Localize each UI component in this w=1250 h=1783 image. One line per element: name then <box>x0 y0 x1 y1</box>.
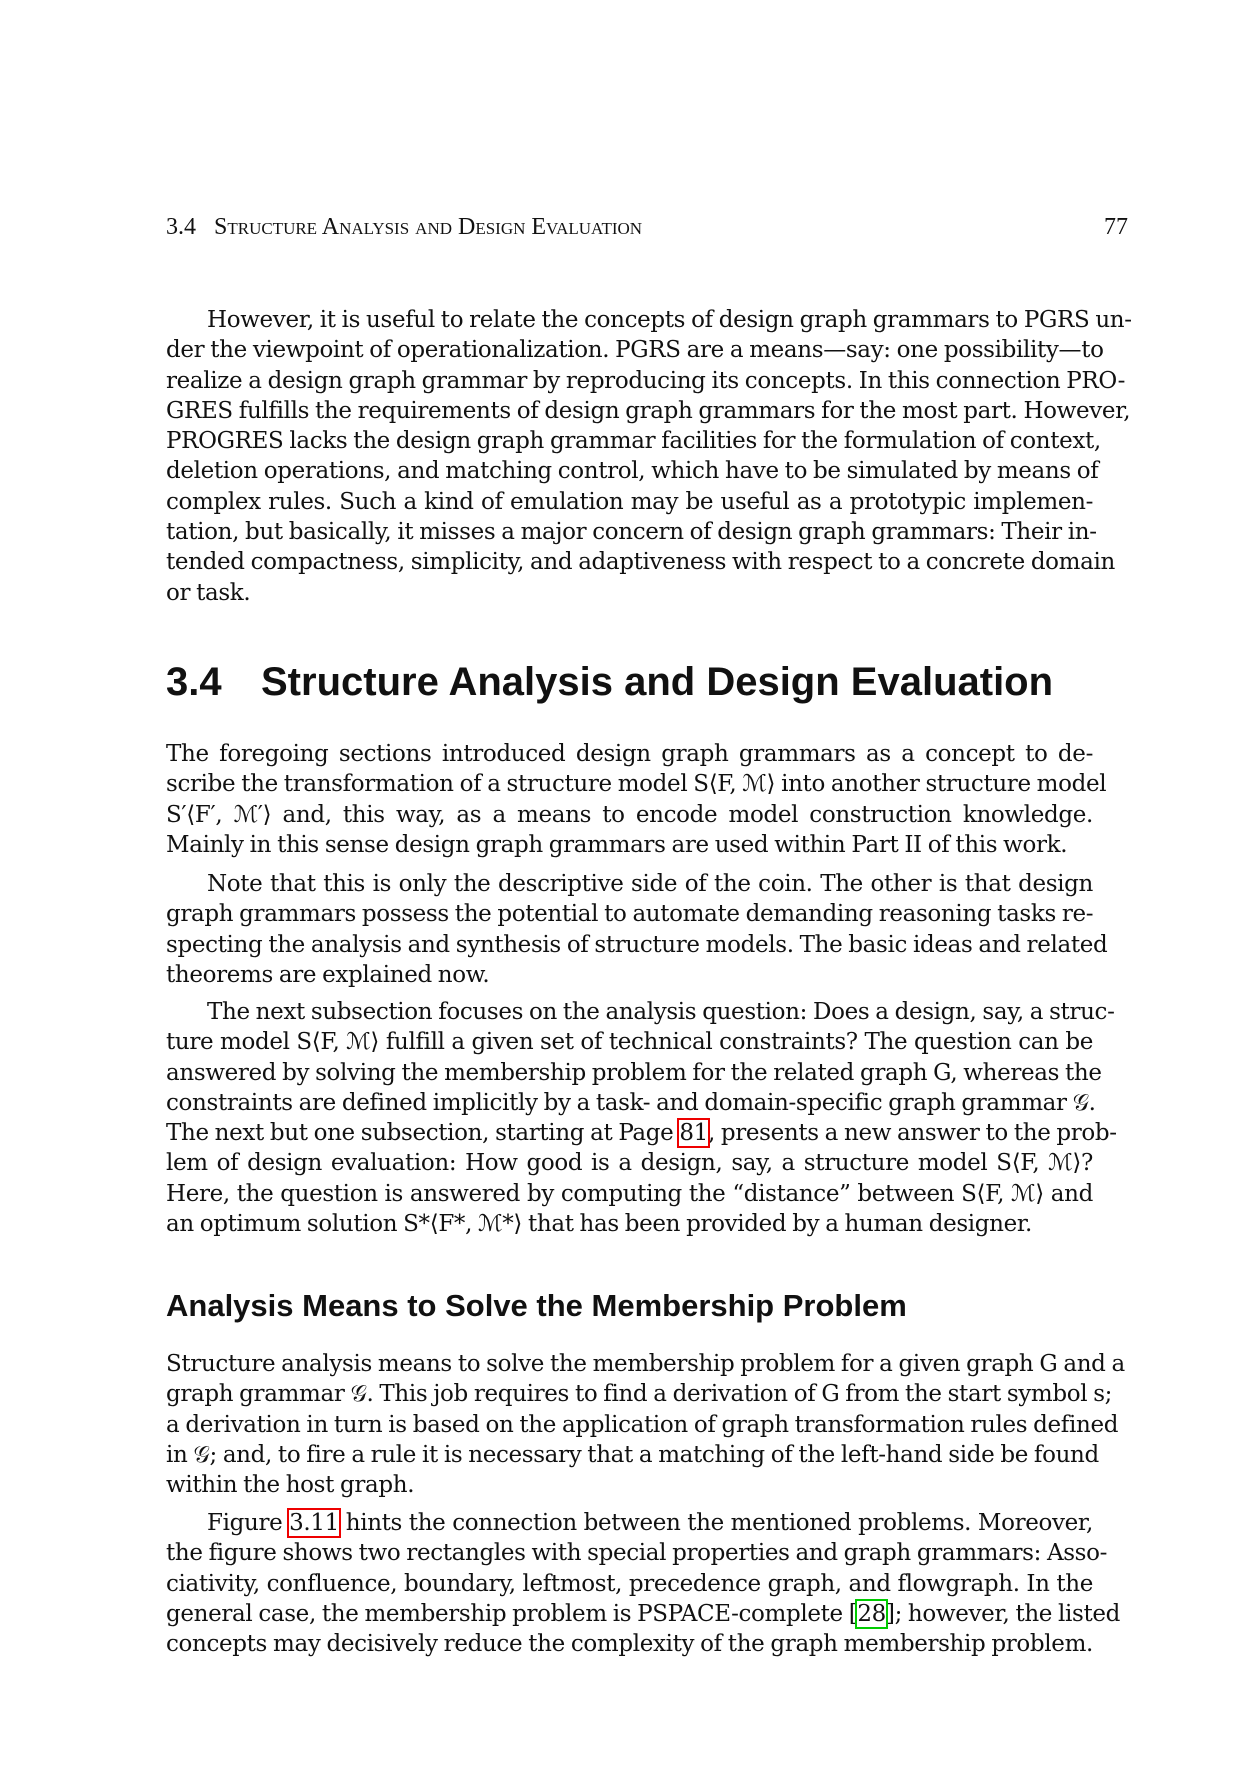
text-line <box>166 1508 1093 1538</box>
paragraph-4 <box>166 997 1117 1239</box>
text-line: tended compactness, simplicity, and adaptiveness with respect to a concrete domain <box>166 549 1115 576</box>
text-segment: general case, the membership problem is PSPACE-complete [ <box>166 1600 858 1627</box>
text-line: Mainly in this sense design graph grammars are used within Part II of this work. <box>166 831 1068 858</box>
text-line: S′⟨F′, ℳ′⟩ and, this way, as a means to encode model construction knowledge. <box>166 801 1093 828</box>
citation-link-28[interactable]: 28 <box>857 1600 886 1627</box>
text-line: realize a design graph grammar by reproducing its concepts. In this connection PRO- <box>166 367 1126 394</box>
text-line: graph grammar 𝒢. This job requires to find a derivation of G from the start symbol s; <box>166 1381 1113 1408</box>
paragraph-5 <box>166 1349 1125 1500</box>
header-section-number: 3.4 <box>166 214 196 240</box>
header-title: Structure Analysis and Design Evaluation <box>214 214 643 240</box>
text-line: in 𝒢; and, to fire a rule it is necessary that a matching of the left-hand side be found <box>166 1441 1099 1468</box>
text-line: within the host graph. <box>166 1472 415 1499</box>
text-line: complex rules. Such a kind of emulation may be useful as a prototypic implemen- <box>166 488 1093 515</box>
text-line: answered by solving the membership problem for the related graph G, whereas the <box>166 1059 1102 1086</box>
text-line: theorems are explained now. <box>166 961 490 988</box>
text-line <box>166 1118 1117 1148</box>
subsection-heading: Analysis Means to Solve the Membership Problem <box>166 1288 907 1323</box>
text-segment: , presents a new answer to the prob- <box>707 1120 1117 1147</box>
text-line: or task. <box>166 579 251 606</box>
page-link-81[interactable]: 81 <box>679 1120 708 1147</box>
text-line: PROGRES lacks the design graph grammar facilities for the formulation of context, <box>166 428 1101 455</box>
text-line: Note that this is only the descriptive side of the coin. The other is that design <box>207 871 1093 897</box>
text-line: The next subsection focuses on the analysis question: Does a design, say, a struc- <box>207 999 1115 1025</box>
text-line: der the viewpoint of operationalization. PGRS are a means—say: one possibility—to <box>166 337 1104 364</box>
page-number: 77 <box>1104 214 1128 240</box>
paragraph-1 <box>166 305 1132 608</box>
section-number: 3.4 <box>166 660 222 704</box>
text-segment: ]; however, the listed <box>885 1600 1121 1627</box>
text-line: The foregoing sections introduced design graph grammars as a concept to de- <box>166 741 1093 767</box>
text-segment: hints the connection between the mentioned problems. Moreover, <box>338 1510 1093 1536</box>
paragraph-6 <box>166 1508 1121 1659</box>
text-line: the figure shows two rectangles with special properties and graph grammars: Asso- <box>166 1540 1108 1567</box>
text-line: concepts may decisively reduce the complexity of the graph membership problem. <box>166 1631 1093 1658</box>
text-line: GRES fulfills the requirements of design graph grammars for the most part. However, <box>166 397 1131 424</box>
paragraph-2 <box>166 739 1107 860</box>
text-line: Here, the question is answered by computing the “distance” between S⟨F, ℳ⟩ and <box>166 1180 1093 1207</box>
text-line: ciativity, confluence, boundary, leftmost, precedence graph, and flowgraph. In the <box>166 1570 1093 1597</box>
section-heading <box>166 660 1053 705</box>
text-line: tation, but basically, it misses a major concern of design graph grammars: Their in- <box>166 519 1097 546</box>
text-line <box>166 1599 1121 1629</box>
text-line: scribe the transformation of a structure model S⟨F, ℳ⟩ into another structure model <box>166 771 1107 798</box>
running-header <box>166 214 1128 241</box>
text-line: specting the analysis and synthesis of structure models. The basic ideas and related <box>166 931 1108 958</box>
text-line: a derivation in turn is based on the application of graph transformation rules defined <box>166 1411 1119 1438</box>
text-line: ture model S⟨F, ℳ⟩ fulfill a given set of technical constraints? The question can be <box>166 1029 1093 1056</box>
section-title: Structure Analysis and Design Evaluation <box>261 660 1054 704</box>
text-line: Structure analysis means to solve the membership problem for a given graph G and a <box>166 1351 1125 1377</box>
text-line: lem of design evaluation: How good is a design, say, a structure model S⟨F, ℳ⟩? <box>166 1150 1093 1177</box>
text-segment: Figure <box>207 1510 290 1536</box>
paragraph-3 <box>166 869 1108 990</box>
figure-link-3-11[interactable]: 3.11 <box>289 1510 339 1536</box>
text-line: graph grammars possess the potential to automate demanding reasoning tasks re- <box>166 901 1094 928</box>
text-line: constraints are defined implicitly by a task- and domain-specific graph grammar 𝒢. <box>166 1089 1096 1116</box>
text-line: an optimum solution S*⟨F*, ℳ*⟩ that has been provided by a human designer. <box>166 1211 1032 1238</box>
text-line: However, it is useful to relate the concepts of design graph grammars to PGRS un- <box>207 307 1132 333</box>
text-segment: The next but one subsection, starting at Page <box>166 1120 680 1147</box>
text-line: deletion operations, and matching control, which have to be simulated by means of <box>166 458 1099 485</box>
